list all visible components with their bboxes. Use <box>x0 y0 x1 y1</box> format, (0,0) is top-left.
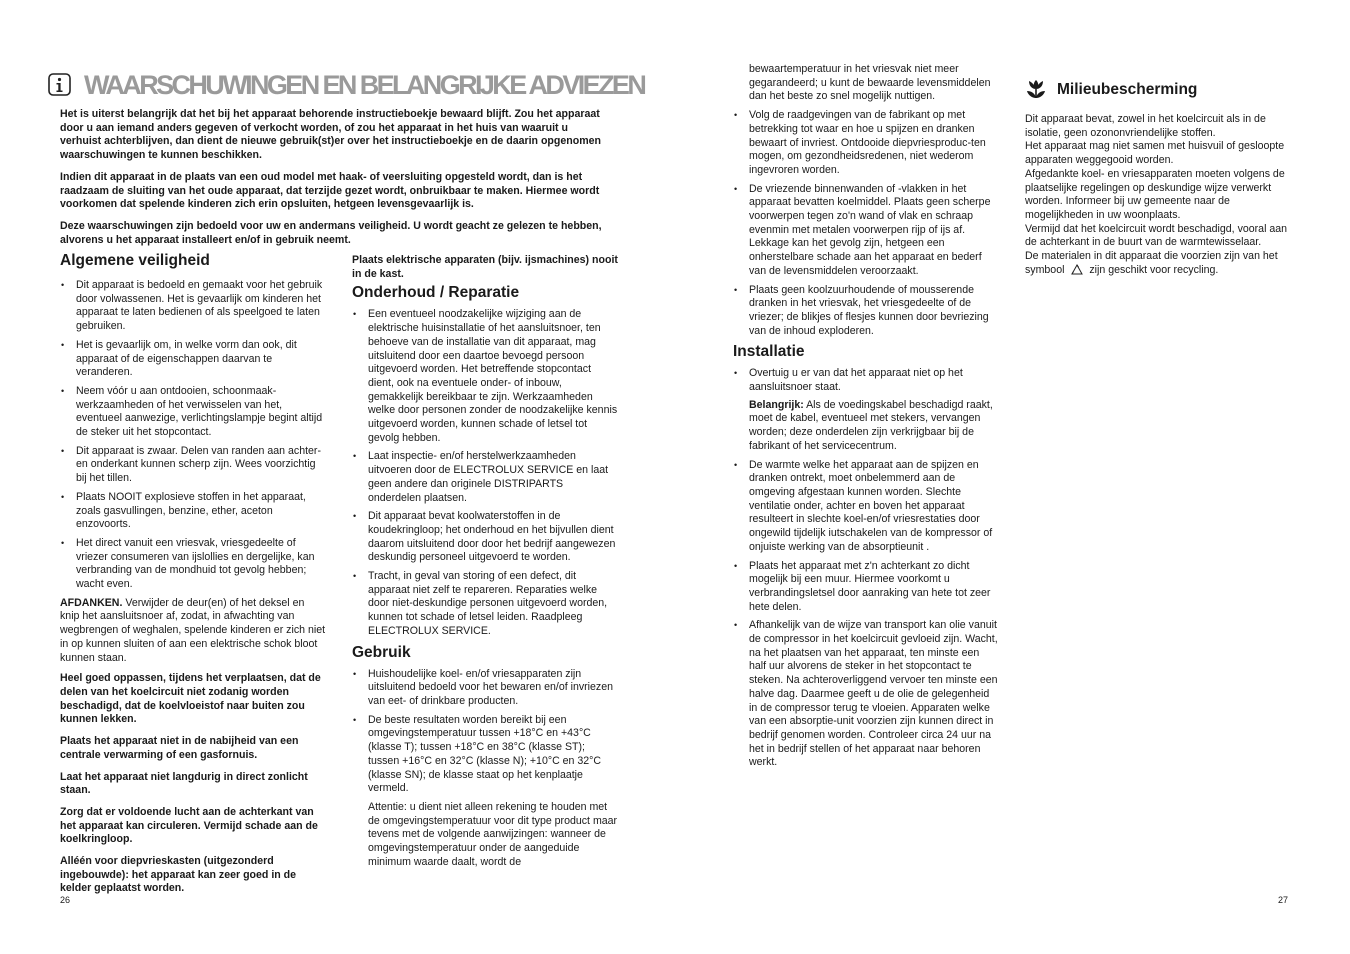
attentie-paragraph: Attentie: u dient niet alleen rekening te houden met de omgevingstemperatuur voor dit type product maar tevens met de volgende aanwijzingen: wanneer de omgevingstemperatuur onder de aangeduide minimum waarde daalt, wordt de <box>368 800 618 868</box>
installatie-list-continued <box>733 459 999 770</box>
milieu-line: Het apparaat mag niet samen met huisvuil of gesloopte apparaten weggegooid worden. <box>1025 140 1285 167</box>
list-item: • Plaats het apparaat met z'n achterkant zo dicht mogelijk bij een muur. Hiermee voorkomt u verbrandingsletsel door aanraking van hete tot zeer hete delen. <box>733 560 999 615</box>
tulip-icon <box>1024 76 1048 100</box>
milieu-line: Vermijd dat het koelcircuit wordt beschadigd, vooral aan de achterkant in de buurt van de warmtewisselaar. <box>1025 222 1288 249</box>
list-item: • Het is gevaarlijk om, in welke vorm dan ook, dit apparaat of de eigenschappen daarvan te veranderen. <box>60 339 326 380</box>
storage-list <box>733 109 999 338</box>
section-heading: Gebruik <box>352 643 411 661</box>
list-item: • Een eventueel noodzakelijke wijziging aan de elektrische huisinstallatie of het aansluitsnoer, ten behoeve van de installatie van dit apparaat, mag uitsluitend door een daartoe bevoegd persoon uitgevoerd worden. Het betreffende stopcontact dient, ook na eventuele onder- of inbouw, gemakkelijk bereikbaar te zijn. Werkzaamheden welke door personen zonder de noodzakelijke kennis uitgevoerd worden, kunnen schade of letsel tot gevolg hebben. <box>352 308 618 445</box>
milieu-line: Dit apparaat bevat, zowel in het koelcircuit als in de isolatie, geen ozononvriendelijke stoffen. <box>1025 113 1266 139</box>
recycling-text-after: zijn geschikt voor recycling. <box>1089 263 1219 276</box>
list-item: • De warmte welke het apparaat aan de spijzen en dranken ontrekt, moet onbelemmerd aan de omgeving afgestaan kunnen worden. Slechte ventilatie onder, achter en boven het apparaat resulteert in slechte koel-en/of vriesrestaties door ongewild tijdelijk iutschakelen van de kompressor of onjuiste werking van de absorptieunit . <box>733 459 999 555</box>
safety-list <box>60 279 326 592</box>
info-icon <box>48 73 71 96</box>
list-item: • Neem vóór u aan ontdooien, schoonmaak-werkzaamheden of het verwisselen van het, eventueel aanwezige, verlichtingslampje begint altijd de steker uit het stopcontact. <box>60 385 326 440</box>
list-item: • Dit apparaat bevat koolwaterstoffen in de koudekringloop; het onderhoud en het bijvullen dient daarom uitsluitend door door het bedrijf aangewezen deskundig personeel uitgevoerd te worden. <box>352 510 618 565</box>
list-item: • Het direct vanuit een vriesvak, vriesgedeelte of vriezer consumeren van ijslollies en dergelijke, kan verbranding van de mondhuid tot gevolg hebben; wacht even. <box>60 537 326 592</box>
list-item: • Huishoudelijke koel- en/of vriesapparaten zijn uitsluitend bedoeld voor het bewaren en/of invriezen van eet- of drinkbare producten. <box>352 668 618 709</box>
continued-paragraph: bewaartemperatuur in het vriesvak niet meer gegarandeerd; u kunt de bewaarde levensmiddelen dan het beste zo snel mogelijk nuttigen. <box>749 63 991 103</box>
intro-paragraph: Indien dit apparaat in de plaats van een oud model met haak- of veersluiting opgesteld wordt, dan is het raadzaam de sluiting van het oude apparaat, dat terzijde gezet wordt, onbruikbaar te maken. Hiermee wordt voorkomen dat spelende kinderen zich erin opsluiten, hetgeen levensgevaarlijk is. <box>60 170 600 211</box>
belangrijk-text: Als de voedingskabel beschadigd raakt, moet de kabel, eventueel met stekers, vervangen worden; deze onderdelen zijn verkrijgbaar bij de fabrikant of het servicecentrum. <box>749 398 993 452</box>
afdanken-label: AFDANKEN. <box>60 596 123 609</box>
list-item: • Laat inspectie- en/of herstelwerkzaamheden uitvoeren door de ELECTROLUX SERVICE en laat geen andere dan originele DISTRIPARTS onderdelen plaatsen. <box>352 450 618 505</box>
list-item: • Dit apparaat is zwaar. Delen van randen aan achter- en onderkant kunnen scherp zijn. Wees voorzichtig bij het tillen. <box>60 445 326 486</box>
top-warning: Plaats elektrische apparaten (bijv. ijsmachines) nooit in de kast. <box>352 254 618 280</box>
page-number-right: 27 <box>1278 895 1289 905</box>
warning-paragraph: Alléén voor diepvrieskasten (uitgezonderd ingebouwde): het apparaat kan zeer goed in de kelder geplaatst worden. <box>60 855 297 895</box>
intro-paragraph: Het is uiterst belangrijk dat het bij het apparaat behorende instructieboekje bewaard blijft. Zou het apparaat door u aan iemand anders gegeven of verkocht worden, of zou het apparaat in het huis van waaruit u verhuist achterblijven, dan dient de nieuwe gebruik(st)er over het instructieboekje en de daarin opgenomen waarschuwingen te kunnen beschikken. <box>60 108 601 162</box>
list-item: • Plaats geen koolzuurhoudende of mousserende dranken in het vriesvak, het vriesgedeelte of de vriezer; de blikjes of flesjes kunnen door bevriezing van de inhoud exploderen. <box>733 284 999 339</box>
list-item: • Overtuig u er van dat het apparaat niet op het aansluitsnoer staat. <box>733 367 999 394</box>
list-item: • Tracht, in geval van storing of een defect, dit apparaat niet zelf te repareren. Reparaties welke door niet-deskundige personen uitgevoerd worden, kunnen tot schade of letsel leiden. Raadpleeg ELECTROLUX SERVICE. <box>352 570 618 639</box>
afdanken-text: Verwijder de deur(en) of het deksel en knip het aansluitsnoer af, zodat, in afwachting van wegbrengen of weghalen, spelende kinderen er zich niet in op kunnen sluiten of aan een elektrische schok bloot kunnen staan. <box>60 596 326 664</box>
section-heading: Onderhoud / Reparatie <box>352 284 520 302</box>
warning-paragraph: Zorg dat er voldoende lucht aan de achterkant van het apparaat kan circuleren. Vermijd schade aan de koelkringloop. <box>60 805 318 846</box>
list-item: • Plaats NOOIT explosieve stoffen in het apparaat, zoals gasvullingen, benzine, ether, aceton enzovoorts. <box>60 491 326 532</box>
belangrijk-paragraph <box>733 399 999 454</box>
section-heading: Algemene veiligheid <box>60 252 210 269</box>
column-onderhoud-gebruik <box>352 254 618 869</box>
warning-paragraph: Heel goed oppassen, tijdens het verplaatsen, dat de delen van het koelcircuit niet zodanig worden beschadigd, dat de koelvloeistof naar buiten zou kunnen lekken. <box>60 672 321 726</box>
milieu-line: Afgedankte koel- en vriesapparaten moeten volgens de plaatselijke regelingen op deskundige wijze verwerkt worden. Informeer bij uw gemeente naar de mogelijkheden in uw woonplaats. <box>1025 167 1285 221</box>
list-item: • Dit apparaat is bedoeld en gemaakt voor het gebruik door volwassenen. Het is gevaarlijk om kinderen het apparaat te laten bedienen of als speelgoed te laten gebruiken. <box>60 279 326 334</box>
list-item: • Afhankelijk van de wijze van transport kan olie vanuit de compressor in het koelcircuit gevloeid zijn. Wacht, na het plaatsen van het apparaat, ten minste een half uur alvorens de steker in het stopcontact te steken. Na achteroverliggend vervoer ten minste een halve dag. Daarmee geeft u de olie de gelegenheid in de compressor terug te vloeien. Apparaten welke van een absorptie-unit voorzien zijn kunnen direct in bedrijf genomen worden. Controleer circa 24 uur na het in bedrijf stellen of het apparaat naar behoren werkt. <box>733 619 999 770</box>
milieu-text <box>1025 113 1293 279</box>
belangrijk-label: Belangrijk: <box>749 398 804 411</box>
section-heading: Installatie <box>733 343 805 361</box>
column-algemene-veiligheid <box>60 252 326 896</box>
gebruik-list <box>352 668 618 796</box>
warning-paragraph: Laat het apparaat niet langdurig in direct zonlicht staan. <box>60 770 308 797</box>
list-item: • Volg de raadgevingen van de fabrikant op met betrekking tot waar en hoe u spijzen en dranken bewaart of invriest. Ontdooide diepvriesproduc-ten mogen, om gezondheidsredenen, niet wederom ingevroren worden. <box>733 109 999 178</box>
milieu-recycling-line <box>1025 250 1293 279</box>
warning-paragraph: Plaats het apparaat niet in de nabijheid van een centrale verwarming of een gasfornuis. <box>60 735 299 761</box>
page-title: WAARSCHUWINGEN EN BELANGRIJKE ADVIEZEN <box>84 70 645 100</box>
intro <box>60 108 608 247</box>
column-installatie <box>733 63 999 775</box>
list-item: • De beste resultaten worden bereikt bij een omgevingstemperatuur tussen +18°C en +43°C (klasse T); tussen +18°C en 38°C (klasse ST); tussen +16°C en 32°C (klasse N); +10°C en 32°C (klasse SN); de klasse staat op het kenplaatje vermeld. <box>352 714 618 796</box>
onderhoud-list <box>352 308 618 638</box>
recycling-text-before: De materialen in dit apparaat die voorzien zijn van het symbool <box>1025 250 1278 276</box>
section-heading: Milieubescherming <box>1057 81 1198 98</box>
page-number-left: 26 <box>60 895 71 905</box>
recycle-icon <box>1071 264 1083 280</box>
afdanken-paragraph <box>60 597 326 666</box>
intro-paragraph: Deze waarschuwingen zijn bedoeld voor uw en andermans veiligheid. U wordt geacht ze gelezen te hebben, alvorens u het apparaat installeert en/of in gebruik neemt. <box>60 219 602 246</box>
installatie-list <box>733 367 999 394</box>
list-item: • De vriezende binnenwanden of -vlakken in het apparaat bevatten koelmiddel. Plaats geen scherpe voorwerpen tegen zo'n wand of vlak en schraap evenmin met metalen voorwerpen rijp of ijs af. Lekkage kan het gevolg zijn, hetgeen een onherstelbare schade aan het apparaat en bederf van de levensmiddelen veroorzaakt. <box>733 183 999 279</box>
